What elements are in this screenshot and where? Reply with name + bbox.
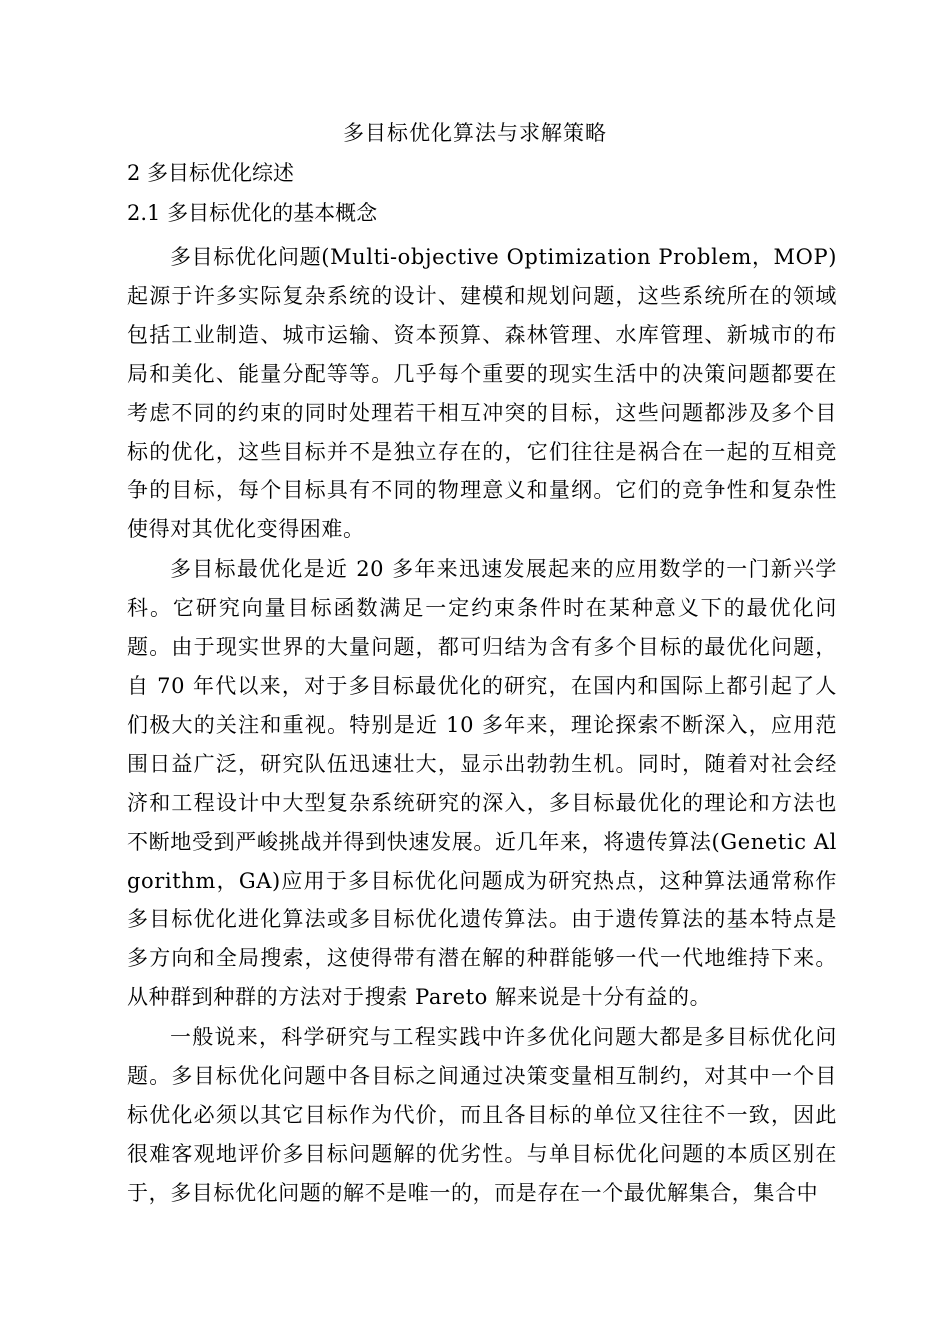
paragraph-mop-characteristics: 一般说来，科学研究与工程实践中许多优化问题大都是多目标优化问题。多目标优化问题中各目标之间通过决策变量相互制约，对其中一个目标优化必须以其它目标作为代价，而且各目标的单位又往往不一致，因此很难客观地评价多目标问题解的优劣性。与单目标优化问题的本质区别在于，多目标优化问题的解不是唯一的，而是存在一个最优解集合，集合中 bbox=[127, 1025, 837, 1205]
subsection-heading: 2.1 多目标优化的基本概念 bbox=[127, 201, 378, 225]
document-title: 多目标优化算法与求解策略 bbox=[343, 121, 607, 145]
paragraph-mop-origin: 多目标优化问题(Multi-objective Optimization Problem，MOP)起源于许多实际复杂系统的设计、建模和规划问题，这些系统所在的领域包括工业制造、城市运输、资本预算、森林管理、水库管理、新城市的布局和美化、能量分配等等。几乎每个重要的现实生活中的决策问题都要在考虑不同的约束的同时处理若干相互冲突的目标，这些问题都涉及多个目标的优化，这些目标并不是独立存在的，它们往往是祸合在一起的互相竞争的目标，每个目标具有不同的物理意义和量纲。它们的竞争性和复杂性使得对其优化变得困难。 bbox=[127, 245, 837, 542]
body-text bbox=[127, 238, 837, 1213]
section-heading: 2 多目标优化综述 bbox=[127, 161, 295, 185]
paragraph-mop-development: 多目标最优化是近 20 多年来迅速发展起来的应用数学的一门新兴学科。它研究向量目标函数满足一定约束条件时在某种意义下的最优化问题。由于现实世界的大量问题，都可归结为含有多个目标的最优化问题，自 70 年代以来，对于多目标最优化的研究，在国内和国际上都引起了人们极大的关注和重视。特别是近 10 多年来，理论探索不断深入，应用范围日益广泛，研究队伍迅速壮大，显示出勃勃生机。同时，随着对社会经济和工程设计中大型复杂系统研究的深入，多目标最优化的理论和方法也不断地受到严峻挑战并得到快速发展。近几年来，将遗传算法(Genetic Algorithm，GA)应用于多目标优化问题成为研究热点，这种算法通常称作多目标优化进化算法或多目标优化遗传算法。由于遗传算法的基本特点是多方向和全局搜索，这使得带有潜在解的种群能够一代一代地维持下来。从种群到种群的方法对于搜索 Pareto 解来说是十分有益的。 bbox=[127, 557, 837, 1010]
